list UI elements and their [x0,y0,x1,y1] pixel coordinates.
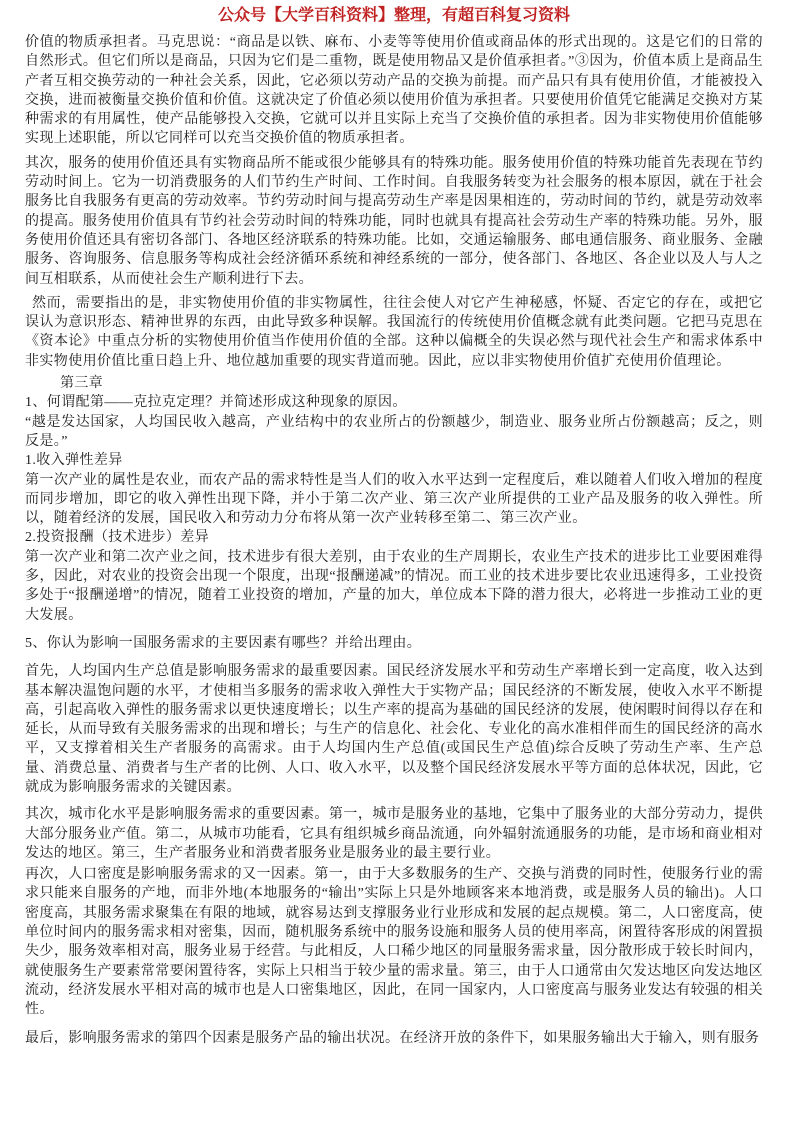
paragraph: 第三章 [60,376,104,392]
paragraph: 然而，需要指出的是，非实物使用价值的非实物属性，往往会使人对它产生神秘感，怀疑、否定它的存在，或把它误认为意识形态、精神世界的东西，由此导致多种误解。我国流行的传统使用价值概念就有此类问题。它把马克思在《资本论》中重点分析的实物使用价值当作使用价值的全部。这种以偏概全的失误必然与现代社会生产和需求体系中非实物使用价值比重日趋上升、地位越加重要的现实背道而驰。因此，应以非实物使用价值扩充使用价值理论。 [25,295,763,369]
paragraph: “越是发达国家，人均国民收入越高，产业结构中的农业所占的份额越少，制造业、服务业所占份额越高；反之，则反是。” [25,414,763,449]
paragraph: 1.收入弹性差异 [25,453,123,469]
paragraph: 其次，城市化水平是影响服务需求的重要因素。第一，城市是服务业的基地，它集中了服务业的大部分劳动力，提供大部分服务业产值。第二，从城市功能看，它具有组织城乡商品流通，向外辐射流通服务的功能，是市场和商业相对发达的地区。第三，生产者服务业和消费者服务业是服务业的最主要行业。 [25,807,763,861]
paragraph: 首先，人均国内生产总值是影响服务需求的最重要因素。国民经济发展水平和劳动生产率增长到一定高度，收入达到基本解决温饱问题的水平，才使相当多服务的需求收入弹性大于实物产品；国民经济的不断发展，使收入水平不断提高，引起高收入弹性的服务需求以更快速度增长；以生产率的提高为基础的国民经济的发展，使闲暇时间得以存在和延长，从而导致有关服务需求的出现和增长；与生产的信息化、社会化、专业化的高水准相伴而生的国民经济的高水平，又支撑着相关生产者服务的高需求。由于人均国内生产总值(或国民生产总值)综合反映了劳动生产率、生产总量、消费总量、消费者与生产者的比例、人口、收入水平，以及整个国民经济发展水平等方面的总体状况，因此，它就成为影响服务需求的关键因素。 [25,664,763,795]
paragraph: 2.投资报酬（技术进步）差异 [25,530,210,546]
paragraph: 价值的物质承担者。马克思说：“商品是以铁、麻布、小麦等等使用价值或商品体的形式出现的。这是它们的日常的自然形式。但它们所以是商品，只因为它们是二重物，既是使用物品又是价值承担者。”③因为，价值本质上是商品生产者互相交换劳动的一种社会关系，因此，它必须以劳动产品的交换为前提。而产品只有具有使用价值，才能被投入交换，进而被衡量交换价值和价值。这就决定了价值必须以使用价值为承担者。只要使用价值凭它能满足交换对方某种需求的有用属性，使产品能够投入交换，它就可以并且实际上充当了交换价值的承担者。因为非实物使用价值能够实现上述职能，所以它同样可以充当交换价值的物质承担者。 [25,35,763,147]
paragraph: 5、你认为影响一国服务需求的主要因素有哪些？并给出理由。 [25,635,422,651]
document-body [25,33,763,1048]
paragraph: 第一次产业的属性是农业，而农产品的需求特性是当人们的收入水平达到一定程度后，难以随着人们收入增加的程度而同步增加，即它的收入弹性出现下降，并小于第二次产业、第三次产业所提供的工业产品及服务的收入弹性。所以，随着经济的发展，国民收入和劳动力分布将从第一次产业转移至第二、第三次产业。 [25,472,763,527]
paragraph: 最后，影响服务需求的第四个因素是服务产品的输出状况。在经济开放的条件下，如果服务输出大于输入，则有服务 [25,1030,760,1046]
paragraph: 再次，人口密度是影响服务需求的又一因素。第一，由于大多数服务的生产、交换与消费的同时性，使服务行业的需求只能来自服务的产地，而非外地(本地服务的“输出”实际上只是外地顾客来本地消费，或是服务人员的输出)。人口密度高，其服务需求聚集在有限的地域，就容易达到支撑服务业行业形成和发展的起点规模。第二，人口密度高，使单位时间内的服务需求相对密集，因而，随机服务系统中的服务设施和服务人员的使用率高，闲置待客形成的闲置损失少，服务效率相对高，服务业易于经营。与此相反，人口稀少地区的同量服务需求量，因分散形成于较长时间内，就使服务生产要素常常要闲置待客，实际上只相当于较少量的需求量。第三，由于人口通常由欠发达地区向发达地区流动，经济发展水平相对高的城市也是人口密集地区，因此，在同一国家内，人口密度高与服务业发达有较强的相关性。 [25,867,763,1018]
paragraph: 其次，服务的使用价值还具有实物商品所不能或很少能够具有的特殊功能。服务使用价值的特殊功能首先表现在节约劳动时间上。它为一切消费服务的人们节约生产时间、工作时间。自我服务转变为社会服务的根本原因，就在于社会服务比自我服务有更高的劳动效率。节约劳动时间与提高劳动生产率是因果相连的，劳动时间的节约，就是劳动效率的提高。服务使用价值具有节约社会劳动时间的特殊功能，同时也就具有提高社会劳动生产率的特殊功能。另外，服务使用价值还具有密切各部门、各地区经济联系的特殊功能。比如，交通运输服务、邮电通信服务、商业服务、金融服务、咨询服务、信息服务等构成社会经济循环系统和神经系统的一部分，使各部门、各地区、各企业以及人与人之间互相联系，从而使社会生产顺利进行下去。 [25,155,763,287]
paragraph: 第一次产业和第二次产业之间，技术进步有很大差别，由于农业的生产周期长，农业生产技术的进步比工业要困难得多，因此，对农业的投资会出现一个限度，出现“报酬递减”的情况。而工业的技术进步要比农业迅速得多，工业投资多处于“报酬递增”的情况，随着工业投资的增加，产量的加大，单位成本下降的潜力很大，必将进一步推动工业的更大发展。 [25,549,763,623]
page-title: 公众号【大学百科资料】整理，有超百科复习资料 [217,7,570,24]
paragraph: 1、何谓配第——克拉克定理？并简述形成这种现象的原因。 [25,395,407,411]
